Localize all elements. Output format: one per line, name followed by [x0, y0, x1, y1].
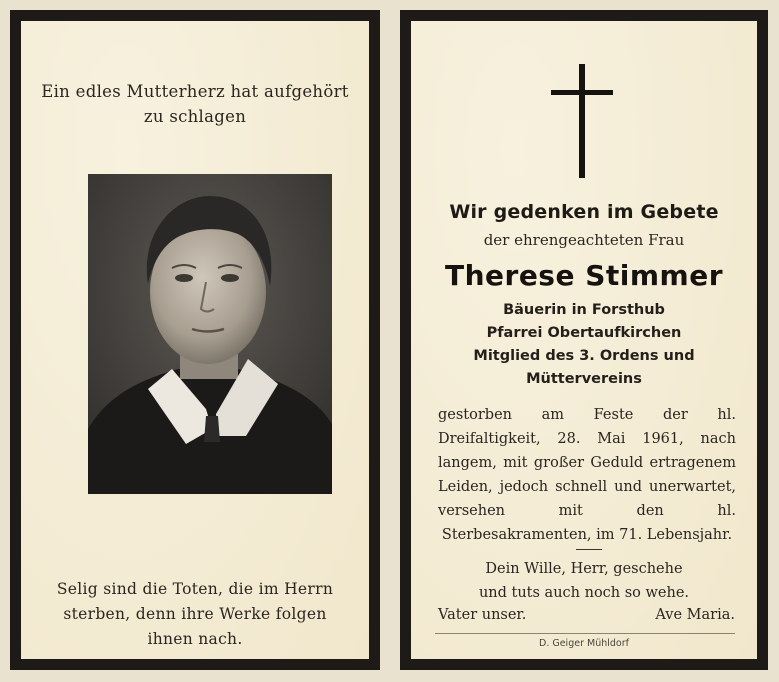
footer-rule: [435, 633, 735, 634]
left-verse: [21, 577, 369, 652]
subtitle: der ehrengeachteten Frau: [483, 231, 685, 249]
prayers: [438, 607, 735, 623]
divider: [576, 549, 602, 550]
prayer-vater-unser: Vater unser.: [438, 607, 527, 623]
headline: [21, 79, 369, 129]
death-notice-text: gestorben am Feste der hl. Dreifaltigkeit, 28. Mai 1961, nach langem, mit großer Geduld ertragenem Leiden, jedoch schnell und unerwartet, versehen mit den hl. Sterbesakramenten, im 71. Lebensjahr.: [438, 407, 736, 543]
portrait-photo: [88, 174, 332, 494]
portrait-illustration: [88, 174, 332, 494]
details: [411, 299, 757, 391]
printer-credit: D. Geiger Mühldorf: [539, 638, 629, 649]
left-verse-line-1: Selig sind die Toten, die im Herrn: [56, 580, 334, 598]
left-card: [10, 10, 380, 670]
left-verse-line-2: sterben, denn ihre Werke folgen: [63, 605, 327, 623]
cross-icon: [551, 64, 613, 178]
detail-occupation: Bäuerin in Forsthub: [503, 302, 665, 318]
title: Wir gedenken im Gebete: [449, 201, 719, 223]
deceased-name: Therese Stimmer: [444, 259, 724, 292]
headline-line-1: Ein edles Mutterherz hat aufgehört: [41, 82, 349, 101]
right-card-paper: [411, 21, 757, 659]
detail-membership: Mitglied des 3. Ordens und: [473, 348, 695, 364]
right-card: [400, 10, 768, 670]
left-card-paper: [21, 21, 369, 659]
detail-association: Müttervereins: [526, 371, 642, 387]
headline-line-2: zu schlagen: [143, 107, 247, 126]
left-verse-line-3: ihnen nach.: [147, 630, 243, 648]
prayer-ave-maria: Ave Maria.: [655, 607, 735, 623]
right-verse-line-2: und tuts auch noch so wehe.: [478, 585, 690, 601]
right-verse-line-1: Dein Wille, Herr, geschehe: [485, 561, 683, 577]
right-verse: [411, 557, 757, 605]
detail-parish: Pfarrei Obertaufkirchen: [486, 325, 682, 341]
